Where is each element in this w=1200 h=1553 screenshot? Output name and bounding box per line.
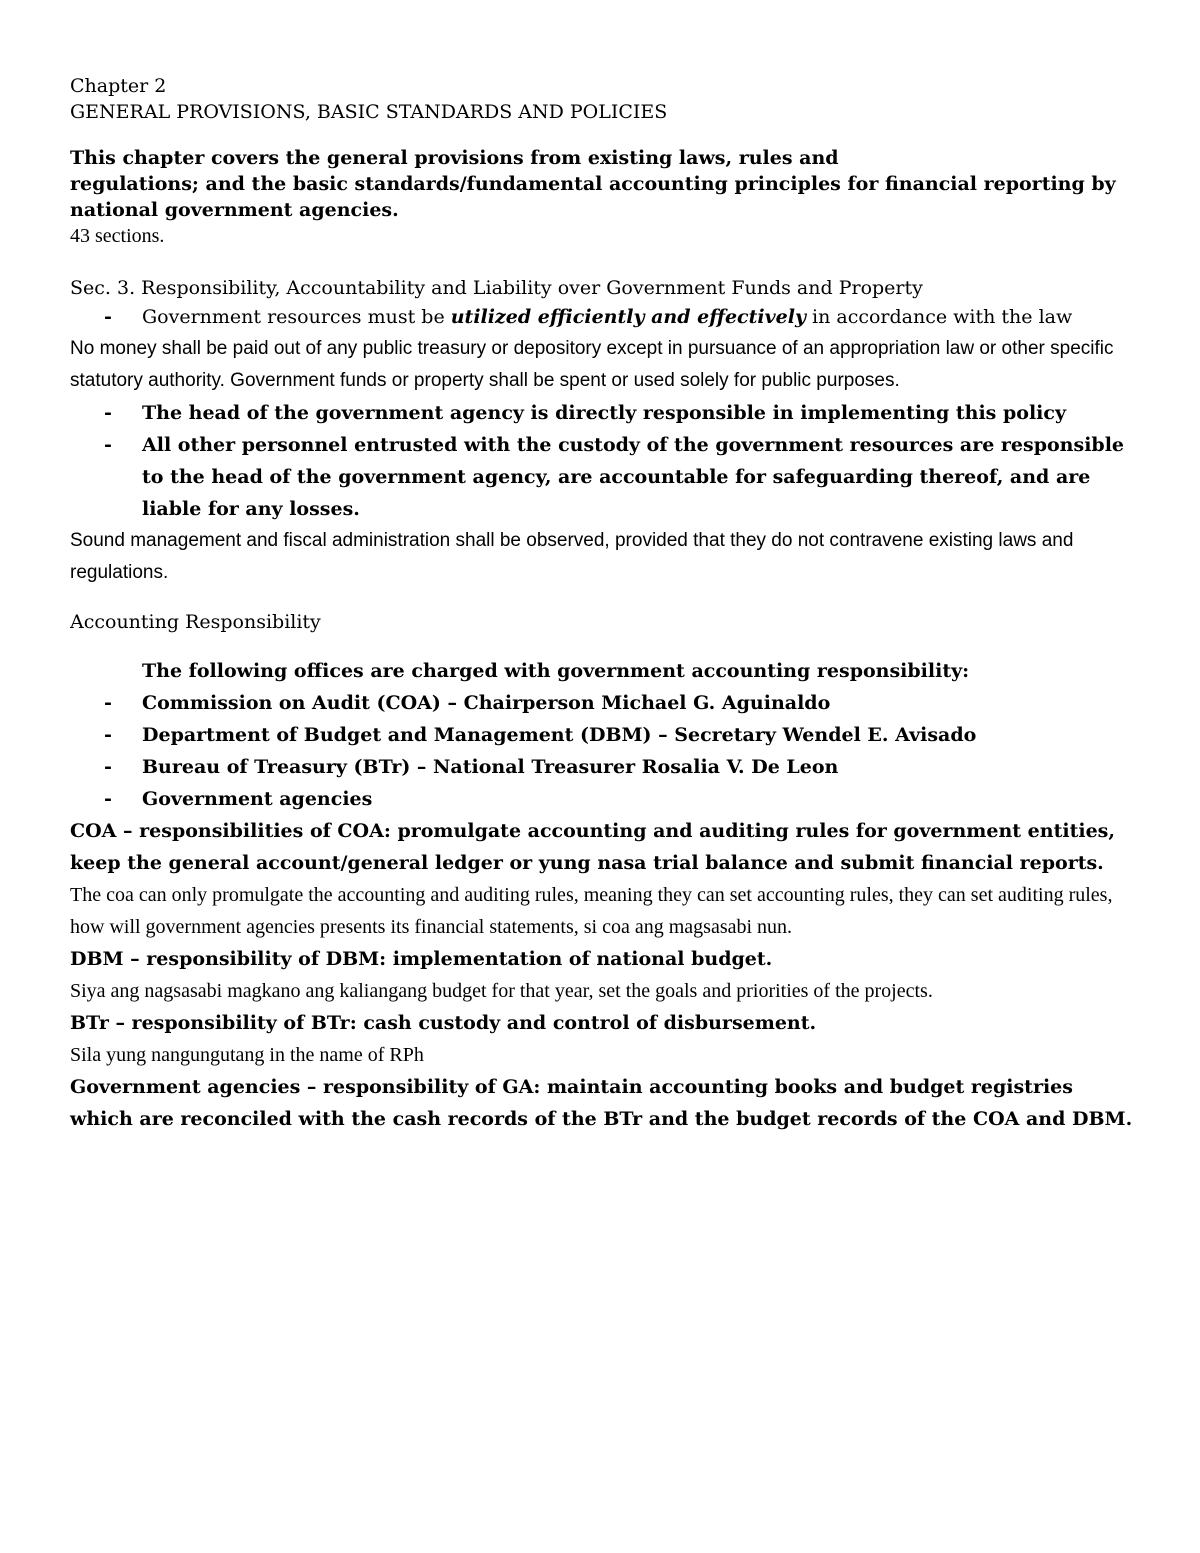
accounting-block: [70, 655, 1140, 815]
sections-count: 43 sections.: [70, 225, 165, 247]
accounting-offices: [70, 687, 1140, 815]
intro-block: [70, 145, 1140, 249]
bullet-dash: -: [104, 692, 112, 714]
bullet-dash: -: [104, 434, 112, 456]
sec3-bullet-emphasis: utilized efficiently and effectively: [450, 306, 806, 328]
money-paragraph: No money shall be paid out of any public treasury or depository except in pursuance of an appropriation law or other specific statutory authority. Government funds or property shall be spent or used solely for public purposes.: [70, 338, 1114, 391]
sound-management-paragraph: Sound management and fiscal administration shall be observed, provided that they do not contravene existing laws and regulations.: [70, 530, 1074, 583]
accounting-heading: Accounting Responsibility: [70, 611, 321, 633]
sec3-heading: Sec. 3. Responsibility, Accountability and Liability over Government Funds and Property: [70, 277, 923, 299]
sec3-bullet: [70, 301, 1140, 333]
accounting-lead: The following offices are charged with government accounting responsibility:: [142, 660, 970, 682]
policy-bullet-text: All other personnel entrusted with the custody of the government resources are responsible to the head of the government agency, are accountable for safeguarding thereof, and are liable for any losses.: [142, 434, 1124, 520]
sec3-bullet-prefix: Government resources must be: [142, 306, 451, 328]
dbm-heading: DBM – responsibility of DBM: implementation of national budget.: [70, 948, 773, 970]
bullet-dash: -: [104, 756, 112, 778]
bullet-dash: -: [104, 788, 112, 810]
coa-heading: COA – responsibilities of COA: promulgate accounting and auditing rules for government entities, keep the general account/general ledger or yung nasa trial balance and submit financial reports.: [70, 820, 1115, 874]
coa-note: The coa can only promulgate the accounting and auditing rules, meaning they can set accounting rules, they can set auditing rules, how will government agencies presents its financial statements, si coa ang magsasabi nun.: [70, 884, 1113, 938]
dbm-note: Siya ang nagsasabi magkano ang kaliangang budget for that year, set the goals and priorities of the projects.: [70, 980, 933, 1002]
sec3-bullets: [70, 301, 1140, 333]
ga-heading: Government agencies – responsibility of GA: maintain accounting books and budget registries which are reconciled with the cash records of the BTr and the budget records of the COA and DBM.: [70, 1076, 1133, 1130]
office-text: Department of Budget and Management (DBM) – Secretary Wendel E. Avisado: [142, 724, 977, 746]
policy-bullet-text: The head of the government agency is directly responsible in implementing this policy: [142, 402, 1066, 424]
bullet-dash: -: [104, 306, 112, 328]
intro-line-3: national government agencies.: [70, 199, 399, 221]
document-page: [70, 73, 1140, 1135]
office-item: [70, 719, 1140, 751]
intro-line-2: regulations; and the basic standards/fundamental accounting principles for financial reporting by: [70, 173, 1116, 195]
policy-bullets: [70, 397, 1140, 525]
office-item: [70, 751, 1140, 783]
office-item: [70, 783, 1140, 815]
intro-line-1: This chapter covers the general provisions from existing laws, rules and: [70, 147, 839, 169]
office-text: Bureau of Treasury (BTr) – National Treasurer Rosalia V. De Leon: [142, 756, 839, 778]
chapter-number: Chapter 2: [70, 75, 167, 97]
btr-heading: BTr – responsibility of BTr: cash custody and control of disbursement.: [70, 1012, 817, 1034]
office-item: [70, 687, 1140, 719]
bullet-dash: -: [104, 402, 112, 424]
chapter-title: GENERAL PROVISIONS, BASIC STANDARDS AND POLICIES: [70, 101, 668, 123]
office-text: Government agencies: [142, 788, 373, 810]
bullet-dash: -: [104, 724, 112, 746]
office-text: Commission on Audit (COA) – Chairperson Michael G. Aguinaldo: [142, 692, 831, 714]
policy-bullet: [70, 429, 1140, 525]
policy-bullet: [70, 397, 1140, 429]
sec3-bullet-suffix: in accordance with the law: [805, 306, 1073, 328]
btr-note: Sila yung nangungutang in the name of RPh: [70, 1044, 424, 1066]
